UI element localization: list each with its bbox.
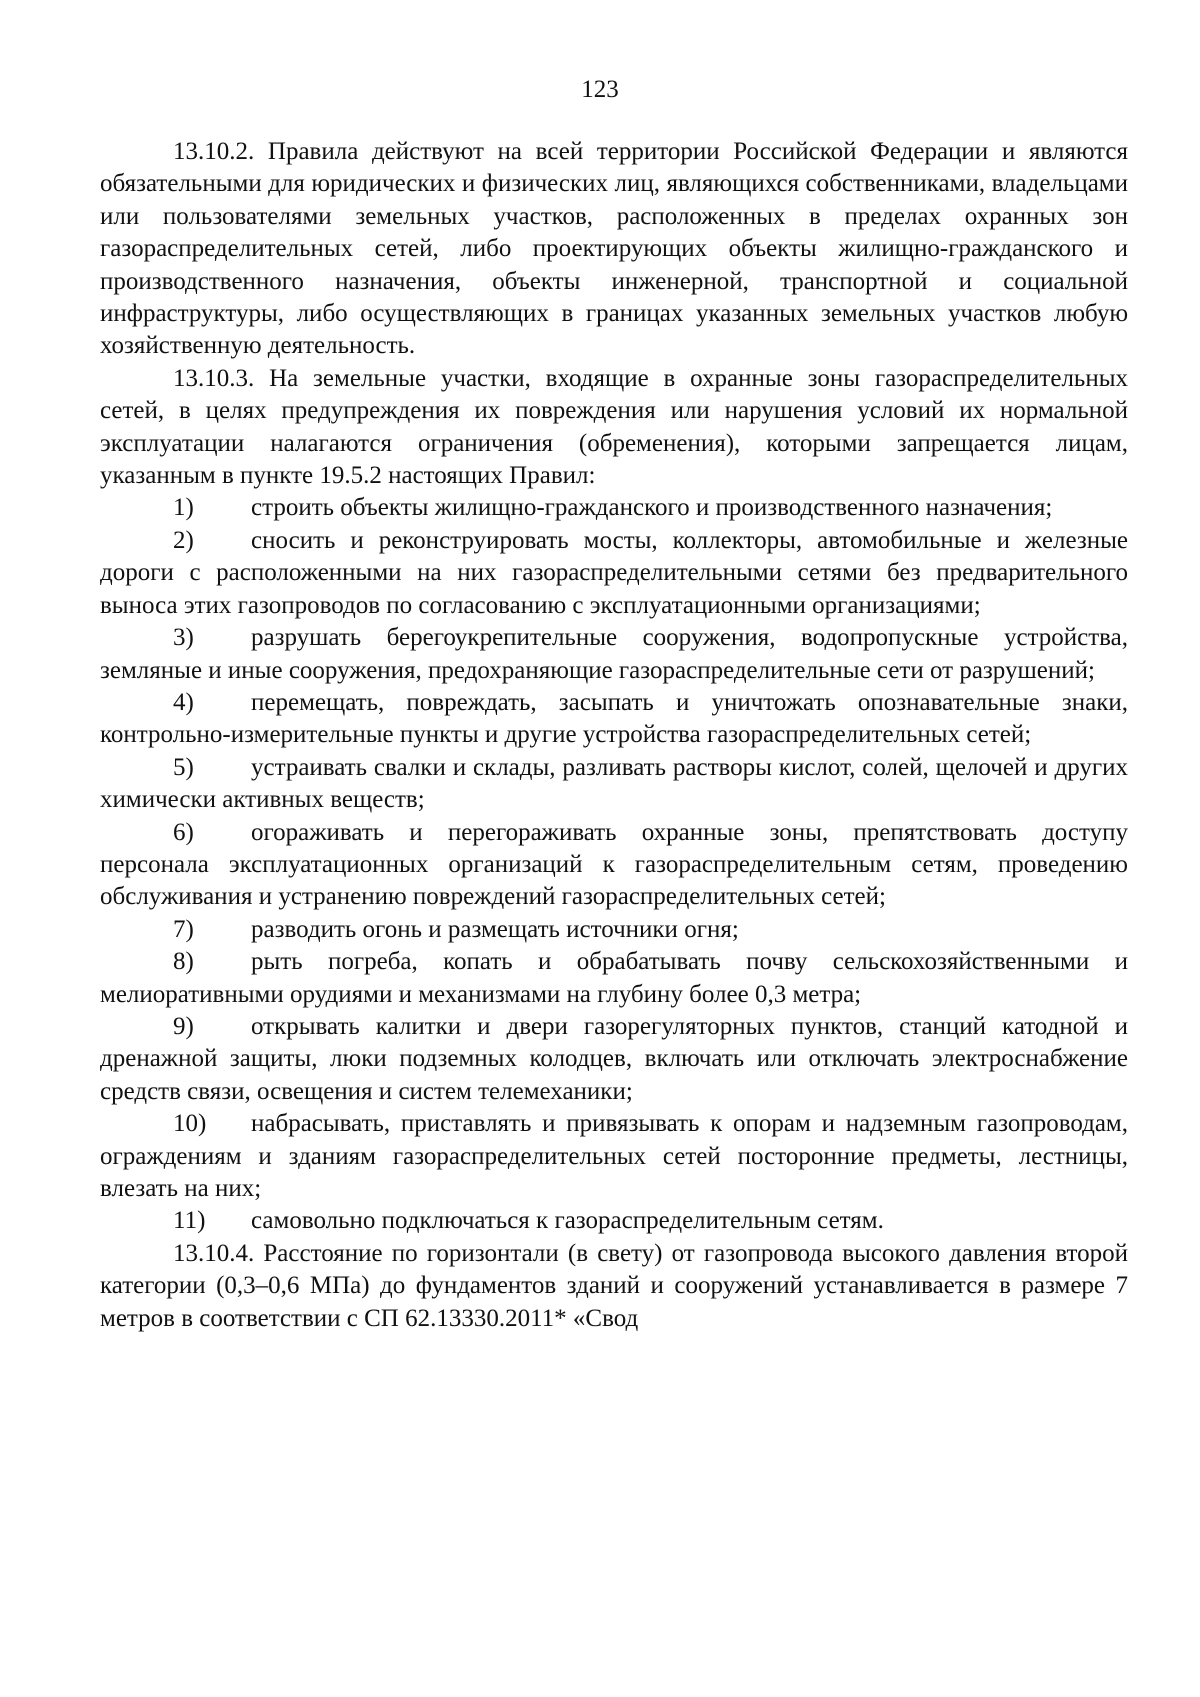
list-item-text: огораживать и перегораживать охранные зоны, препятствовать доступу персонала эксплуатационных организаций к газораспределительным сетям, проведению обслуживания и устранению повреждений газораспределительных сетей; xyxy=(100,818,1128,911)
list-item xyxy=(100,946,1128,1011)
list-item-text: сносить и реконструировать мосты, коллекторы, автомобильные и железные дороги с расположенными на них газораспределительными сетями без предварительного выноса этих газопроводов по согласованию с эксплуатационными организациями; xyxy=(100,526,1128,619)
list-item-text: перемещать, повреждать, засыпать и уничтожать опознавательные знаки, контрольно-измерительные пункты и другие устройства газораспределительных сетей; xyxy=(100,688,1128,749)
list-item xyxy=(100,492,1128,524)
list-item xyxy=(100,817,1128,914)
list-item-text: рыть погреба, копать и обрабатывать почву сельскохозяйственными и мелиоративными орудиями и механизмами на глубину более 0,3 метра; xyxy=(100,948,1128,1008)
list-item-text: разводить огонь и размещать источники огня; xyxy=(251,915,739,943)
list-item xyxy=(100,687,1128,752)
page-number: 123 xyxy=(581,76,619,103)
list-item-number: 9) xyxy=(173,1012,194,1040)
list-item-number: 6) xyxy=(173,818,194,846)
list-item-text: открывать калитки и двери газорегуляторных пунктов, станций катодной и дренажной защиты, люки подземных колодцев, включать или отключать электроснабжение средств связи, освещения и систем телемеханики; xyxy=(100,1012,1128,1105)
list-item xyxy=(100,1011,1128,1108)
paragraph-13-10-2: 13.10.2. Правила действуют на всей территории Российской Федерации и являются обязательными для юридических и физических лиц, являющихся собственниками, владельцами или пользователями земельных участков, расположенных в пределах охранных зон газораспределительных сетей, либо проектирующих объекты жилищно-гражданского и производственного назначения, объекты инженерной, транспортной и социальной инфраструктуры, либо осуществляющих в границах указанных земельных участков любую хозяйственную деятельность. xyxy=(100,138,1128,360)
list-item-text: строить объекты жилищно-гражданского и производственного назначения; xyxy=(251,494,1053,522)
list-item-number: 2) xyxy=(173,526,194,554)
list-item-number: 3) xyxy=(173,624,194,652)
list-item-text: набрасывать, приставлять и привязывать к опорам и надземным газопроводам, ограждениям и зданиям газораспределительных сетей посторонние предметы, лестницы, влезать на них; xyxy=(100,1110,1128,1202)
list-item xyxy=(100,752,1128,817)
list-item xyxy=(100,914,1128,946)
list-item xyxy=(100,1108,1128,1205)
paragraph-13-10-4: 13.10.4. Расстояние по горизонтали (в свету) от газопровода высокого давления второй категории (0,3–0,6 МПа) до фундаментов зданий и сооружений устанавливается в размере 7 метров в соответствии с СП 62.13330.2011* «Свод xyxy=(100,1239,1128,1332)
list-item-number: 10) xyxy=(173,1110,207,1138)
list-item xyxy=(100,622,1128,687)
list-item-text: самовольно подключаться к газораспределительным сетям. xyxy=(251,1207,884,1235)
list-item-number: 5) xyxy=(173,753,194,781)
list-item-number: 8) xyxy=(173,948,194,976)
list-item-number: 7) xyxy=(173,915,194,943)
list-item-number: 4) xyxy=(173,688,194,716)
list-item-text: разрушать берегоукрепительные сооружения, водопропускные устройства, земляные и иные сооружения, предохраняющие газораспределительные сети от разрушений; xyxy=(100,624,1128,684)
list-item xyxy=(100,525,1128,622)
list-item xyxy=(100,1205,1128,1237)
list-item-text: устраивать свалки и склады, разливать растворы кислот, солей, щелочей и других химически активных веществ; xyxy=(100,753,1128,814)
list-item-number: 1) xyxy=(173,494,194,522)
paragraph-13-10-3: 13.10.3. На земельные участки, входящие в охранные зоны газораспределительных сетей, в целях предупреждения их повреждения или нарушения условий их нормальной эксплуатации налагаются ограничения (обременения), которыми запрещается лицам, указанным в пункте 19.5.2 настоящих Правил: xyxy=(100,364,1128,490)
document-body xyxy=(100,136,1128,1335)
list-item-number: 11) xyxy=(173,1207,206,1235)
